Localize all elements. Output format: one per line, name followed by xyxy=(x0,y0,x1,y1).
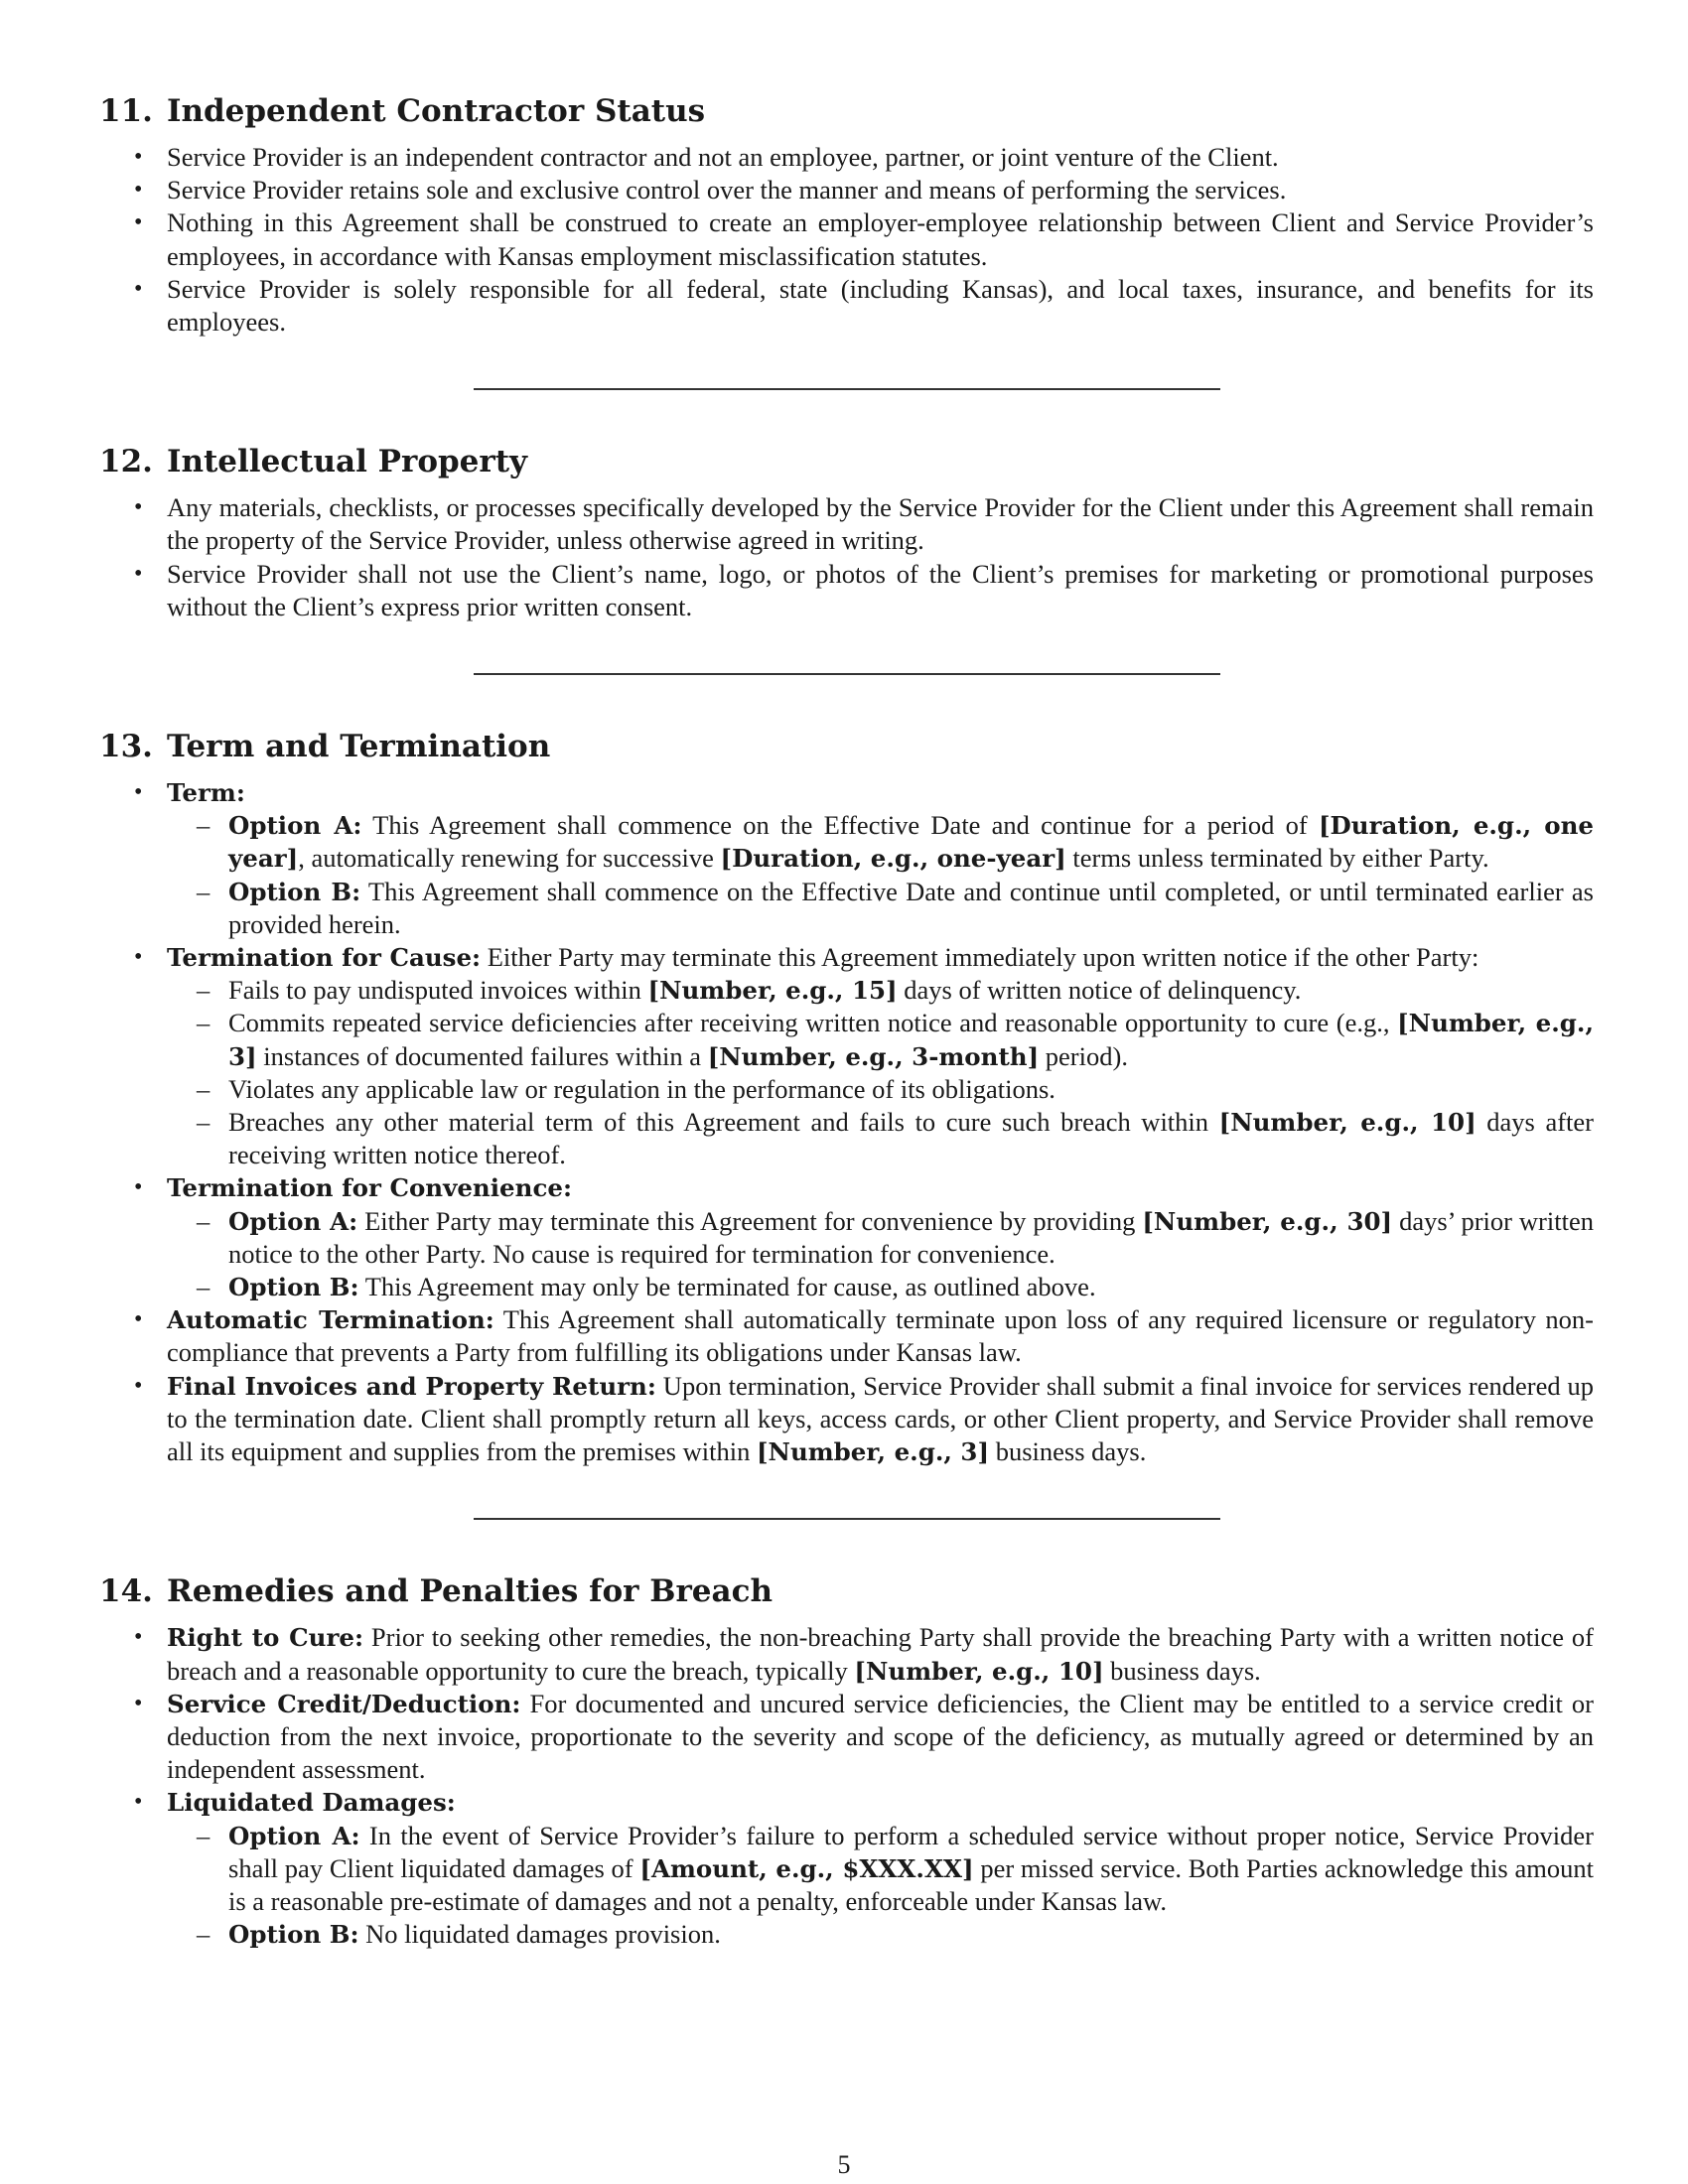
placeholder: [Number, e.g., 30] xyxy=(1142,1206,1393,1236)
section-heading xyxy=(99,91,1594,131)
placeholder: [Number, e.g., 10] xyxy=(854,1656,1104,1686)
text: No liquidated damages provision. xyxy=(358,1919,721,1950)
list-item-term xyxy=(99,776,1594,941)
section-number: 12. xyxy=(99,444,153,480)
option-label: Option B: xyxy=(228,1920,359,1950)
section-number: 13. xyxy=(99,729,153,765)
term-label: Term: xyxy=(167,778,245,808)
placeholder: [Duration, e.g., one year] xyxy=(228,811,1594,874)
list-item: • Nothing in this Agreement shall be construed to create an employer-employee relationship between Client and Service Provider’s employees, in accordance with Kansas employment misclassification statutes. xyxy=(99,206,1594,272)
section-heading xyxy=(99,1571,1594,1611)
text: business days. xyxy=(989,1436,1147,1467)
sub-item xyxy=(167,1007,1594,1072)
section-title: Independent Contractor Status xyxy=(166,93,706,129)
list-item-termination-for-convenience xyxy=(99,1171,1594,1303)
sub-item-option-b xyxy=(167,1271,1594,1303)
text: This Agreement may only be terminated for cause, as outlined above. xyxy=(358,1272,1096,1302)
list-item-final-invoices xyxy=(99,1370,1594,1469)
list-item: • Service Provider is solely responsible for all federal, state (including Kansas), and local taxes, insurance, and benefits for its employees. xyxy=(99,273,1594,339)
text: days’ prior written notice to the other Party. No cause is required for termination for convenience. xyxy=(228,1205,1594,1269)
text: Either Party may terminate this Agreement immediately upon written notice if the other Party: xyxy=(481,942,1479,973)
list-item-right-to-cure xyxy=(99,1621,1594,1687)
text: instances of documented failures within a xyxy=(256,1040,708,1071)
text: For documented and uncured service deficiencies, the Client may be entitled to a service credit or deduction from the next invoice, proportionate to the severity and scope of the deficiency, as mutually agreed or determined by an independent assessment. xyxy=(167,1688,1595,1785)
section-number: 11. xyxy=(99,93,153,129)
sub-list xyxy=(167,1205,1594,1304)
text: Either Party may terminate this Agreement for convenience by providing xyxy=(357,1205,1143,1236)
sub-list xyxy=(167,1820,1594,1952)
list-item-service-credit xyxy=(99,1688,1594,1787)
document-page xyxy=(99,91,1594,1951)
text: This Agreement shall commence on the Effective Date and continue until completed, or until terminated earlier as provided herein. xyxy=(228,876,1594,939)
placeholder: [Duration, e.g., one-year] xyxy=(720,844,1066,874)
text: days of written notice of delinquency. xyxy=(897,975,1302,1006)
list-item: • Any materials, checklists, or processes specifically developed by the Service Provider for the Client under this Agreement shall remain the property of the Service Provider, unless otherwise agreed in writing. xyxy=(99,491,1594,557)
section-13 xyxy=(99,727,1594,1468)
text: per missed service. Both Parties acknowledge this amount is a reasonable pre-estimate of damages and not a penalty, enforceable under Kansas law. xyxy=(228,1852,1594,1916)
section-14 xyxy=(99,1571,1594,1951)
text: business days. xyxy=(1103,1655,1261,1686)
text: This Agreement shall commence on the Effective Date and continue for a period of xyxy=(361,810,1319,841)
text: Fails to pay undisputed invoices within xyxy=(228,975,648,1006)
text: Upon termination, Service Provider shall submit a final invoice for services rendered up to the termination date. Client shall promptly return all keys, access cards, or other Client property, and Service Provider shall remove all its equipment and supplies from the premises within xyxy=(167,1370,1594,1467)
convenience-label: Termination for Convenience: xyxy=(167,1173,573,1203)
text: , automatically renewing for successive xyxy=(298,843,721,874)
sub-item-option-b xyxy=(167,876,1594,941)
cause-label: Termination for Cause: xyxy=(167,943,482,973)
text: days after receiving written notice thereof. xyxy=(228,1107,1594,1170)
option-label: Option B: xyxy=(228,1273,359,1302)
sub-item xyxy=(167,1106,1594,1171)
text: Prior to seeking other remedies, the non-breaching Party shall provide the breaching Party with a written notice of breach and a reasonable opportunity to cure the breach, typically xyxy=(167,1622,1594,1686)
sub-list xyxy=(167,974,1594,1171)
bullet-list xyxy=(99,141,1594,339)
text: terms unless terminated by either Party. xyxy=(1065,843,1489,874)
bullet-list xyxy=(99,776,1594,1468)
option-label: Option A: xyxy=(228,1206,358,1236)
sub-item-option-b xyxy=(167,1918,1594,1951)
placeholder: [Number, e.g., 3] xyxy=(228,1009,1594,1071)
section-12 xyxy=(99,442,1594,623)
placeholder: [Number, e.g., 10] xyxy=(1218,1108,1477,1138)
option-label: Option B: xyxy=(228,877,361,906)
section-title: Intellectual Property xyxy=(166,444,528,480)
text: This Agreement shall automatically terminate upon loss of any required licensure or regulatory non-compliance that prevents a Party from fulfilling its obligations under Kansas law. xyxy=(167,1304,1594,1368)
section-title: Term and Termination xyxy=(166,729,551,765)
option-label: Option A: xyxy=(228,811,362,841)
placeholder: [Number, e.g., 3-month] xyxy=(707,1041,1040,1071)
page-number: 5 xyxy=(837,2150,851,2179)
automatic-label: Automatic Termination: xyxy=(167,1305,494,1335)
list-item-termination-for-cause xyxy=(99,941,1594,1171)
section-11 xyxy=(99,91,1594,339)
bullet-list xyxy=(99,491,1594,623)
bullet-list xyxy=(99,1621,1594,1951)
text: Breaches any other material term of this Agreement and fails to cure such breach within xyxy=(228,1107,1219,1138)
final-invoices-label: Final Invoices and Property Return: xyxy=(167,1371,656,1401)
section-heading xyxy=(99,727,1594,766)
service-credit-label: Service Credit/Deduction: xyxy=(167,1689,521,1718)
placeholder: [Amount, e.g., $XXX.XX] xyxy=(639,1853,974,1883)
text: In the event of Service Provider’s failure to perform a scheduled service without proper notice, Service Provider shall pay Client liquidated damages of xyxy=(228,1820,1594,1883)
sub-item: – Violates any applicable law or regulation in the performance of its obligations. xyxy=(167,1073,1594,1106)
list-item-liquidated-damages xyxy=(99,1786,1594,1951)
liquidated-damages-label: Liquidated Damages: xyxy=(167,1788,456,1818)
list-item: • Service Provider shall not use the Client’s name, logo, or photos of the Client’s premises for marketing or promotional purposes without the Client’s express prior written consent. xyxy=(99,558,1594,623)
section-number: 14. xyxy=(99,1573,153,1610)
sub-item-option-a xyxy=(167,1205,1594,1271)
list-item: • Service Provider retains sole and exclusive control over the manner and means of performing the services. xyxy=(99,174,1594,206)
list-item-automatic-termination xyxy=(99,1303,1594,1369)
placeholder: [Number, e.g., 15] xyxy=(647,976,898,1006)
list-item: • Service Provider is an independent contractor and not an employee, partner, or joint venture of the Client. xyxy=(99,141,1594,174)
sub-list xyxy=(167,809,1594,941)
right-to-cure-label: Right to Cure: xyxy=(167,1623,364,1653)
sub-item xyxy=(167,974,1594,1007)
section-heading xyxy=(99,442,1594,481)
placeholder: [Number, e.g., 3] xyxy=(756,1437,990,1467)
text: Commits repeated service deficiencies after receiving written notice and reasonable opportunity to cure (e.g., xyxy=(228,1008,1398,1038)
section-title: Remedies and Penalties for Breach xyxy=(166,1573,774,1610)
sub-item-option-a xyxy=(167,1820,1594,1919)
option-label: Option A: xyxy=(228,1821,360,1850)
sub-item-option-a xyxy=(167,809,1594,875)
text: period). xyxy=(1039,1040,1128,1071)
